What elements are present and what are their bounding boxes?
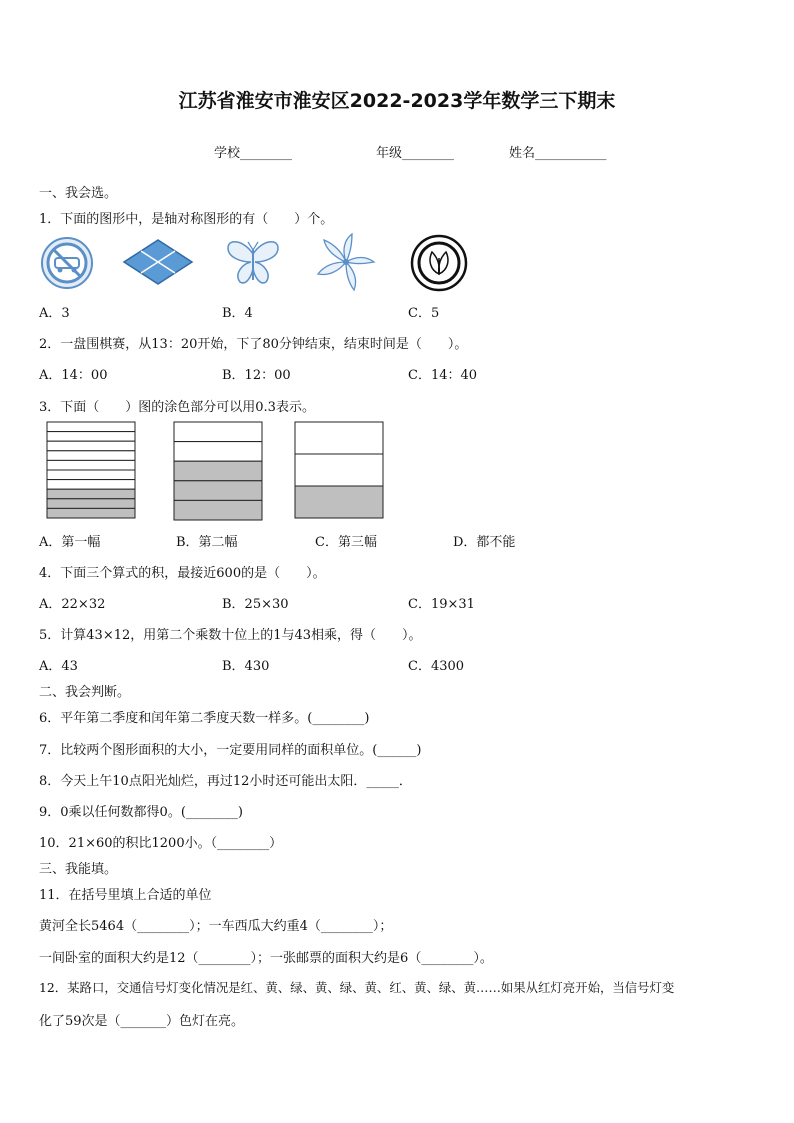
question-5: 5．计算43×12，用第二个乘数十位上的1与43相乘，得（ ）。 xyxy=(39,628,422,643)
q3-figure-2 xyxy=(173,421,263,521)
blank-part xyxy=(47,451,135,461)
rhombus-tile-icon xyxy=(122,238,194,286)
question-1: 1．下面的图形中，是轴对称图形的有（ ）个。 xyxy=(39,212,334,227)
q3-option-a: A．第一幅 xyxy=(39,535,101,550)
question-2: 2．一盘围棋赛，从13：20开始，下了80分钟结束，结束时间是（ ）。 xyxy=(39,337,468,352)
q11-line-2: 一间卧室的面积大约是12（________）；一张邮票的面积大约是6（________）。 xyxy=(39,951,493,966)
q2-option-b: B．12：00 xyxy=(222,368,291,383)
leaf-emblem-icon xyxy=(410,234,468,292)
butterfly-icon xyxy=(224,236,282,290)
q5-option-c: C．4300 xyxy=(408,659,465,674)
q3-option-b: B．第二幅 xyxy=(176,535,238,550)
q5-option-a: A．43 xyxy=(39,659,78,674)
question-3: 3．下面（ ）图的涂色部分可以用0.3表示。 xyxy=(39,400,315,415)
shaded-part xyxy=(174,461,262,481)
shaded-part xyxy=(47,499,135,509)
q4-option-c: C．19×31 xyxy=(408,597,475,612)
q1-option-b: B．4 xyxy=(222,306,253,321)
blank-part xyxy=(47,432,135,442)
blank-part xyxy=(47,460,135,470)
q5-option-b: B．430 xyxy=(222,659,270,674)
grade-field: 年级________ xyxy=(376,146,455,161)
q2-option-c: C．14：40 xyxy=(408,368,478,383)
section-heading-3: 三、我能填。 xyxy=(39,862,118,877)
name-field: 姓名___________ xyxy=(509,146,607,161)
question-6: 6．平年第二季度和闰年第二季度天数一样多。(________) xyxy=(39,711,370,726)
blank-part xyxy=(295,454,383,486)
q3-figure-1 xyxy=(46,421,136,519)
q4-option-b: B．25×30 xyxy=(222,597,289,612)
pinwheel-flower-icon xyxy=(316,232,376,292)
q3-option-c: C．第三幅 xyxy=(315,535,377,550)
q1-option-a: A．3 xyxy=(39,306,70,321)
blank-part xyxy=(295,422,383,454)
blank-part xyxy=(174,442,262,462)
shaded-part xyxy=(47,508,135,518)
question-7: 7．比较两个图形面积的大小，一定要用同样的面积单位。(______) xyxy=(39,743,422,758)
blank-part xyxy=(47,441,135,451)
blank-part xyxy=(47,470,135,480)
shaded-part xyxy=(174,500,262,520)
section-heading-2: 二、我会判断。 xyxy=(39,685,131,700)
question-12-line-2: 化了59次是（_______）色灯在亮。 xyxy=(39,1014,245,1029)
q11-line-1: 黄河全长5464（________）；一车西瓜大约重4（________）； xyxy=(39,919,393,934)
no-car-sign-icon xyxy=(40,236,94,290)
section-heading-1: 一、我会选。 xyxy=(39,186,118,201)
question-12-line-1: 12．某路口，交通信号灯变化情况是红、黄、绿、黄、绿、黄、红、黄、绿、黄……如果从红灯亮开始，当信号灯变 xyxy=(39,980,675,995)
shaded-part xyxy=(295,486,383,518)
blank-part xyxy=(47,480,135,490)
q2-option-a: A．14：00 xyxy=(39,368,108,383)
shaded-part xyxy=(174,481,262,501)
blank-part xyxy=(174,422,262,442)
q4-option-a: A．22×32 xyxy=(39,597,106,612)
question-4: 4．下面三个算式的积，最接近600的是（ ）。 xyxy=(39,566,326,581)
q3-figure-3 xyxy=(294,421,384,519)
page-title: 江苏省淮安市淮安区2022-2023学年数学三下期末 xyxy=(178,90,616,112)
school-field: 学校________ xyxy=(214,146,293,161)
question-10: 10．21×60的积比1200小。（________） xyxy=(39,836,283,851)
q3-option-d: D．都不能 xyxy=(453,535,516,550)
q1-option-c: C．5 xyxy=(408,306,440,321)
question-9: 9．0乘以任何数都得0。(________) xyxy=(39,805,243,820)
blank-part xyxy=(47,422,135,432)
shaded-part xyxy=(47,489,135,499)
question-8: 8．今天上午10点阳光灿烂，再过12小时还可能出太阳．_____． xyxy=(39,774,412,789)
question-11: 11．在括号里填上合适的单位 xyxy=(39,888,212,903)
